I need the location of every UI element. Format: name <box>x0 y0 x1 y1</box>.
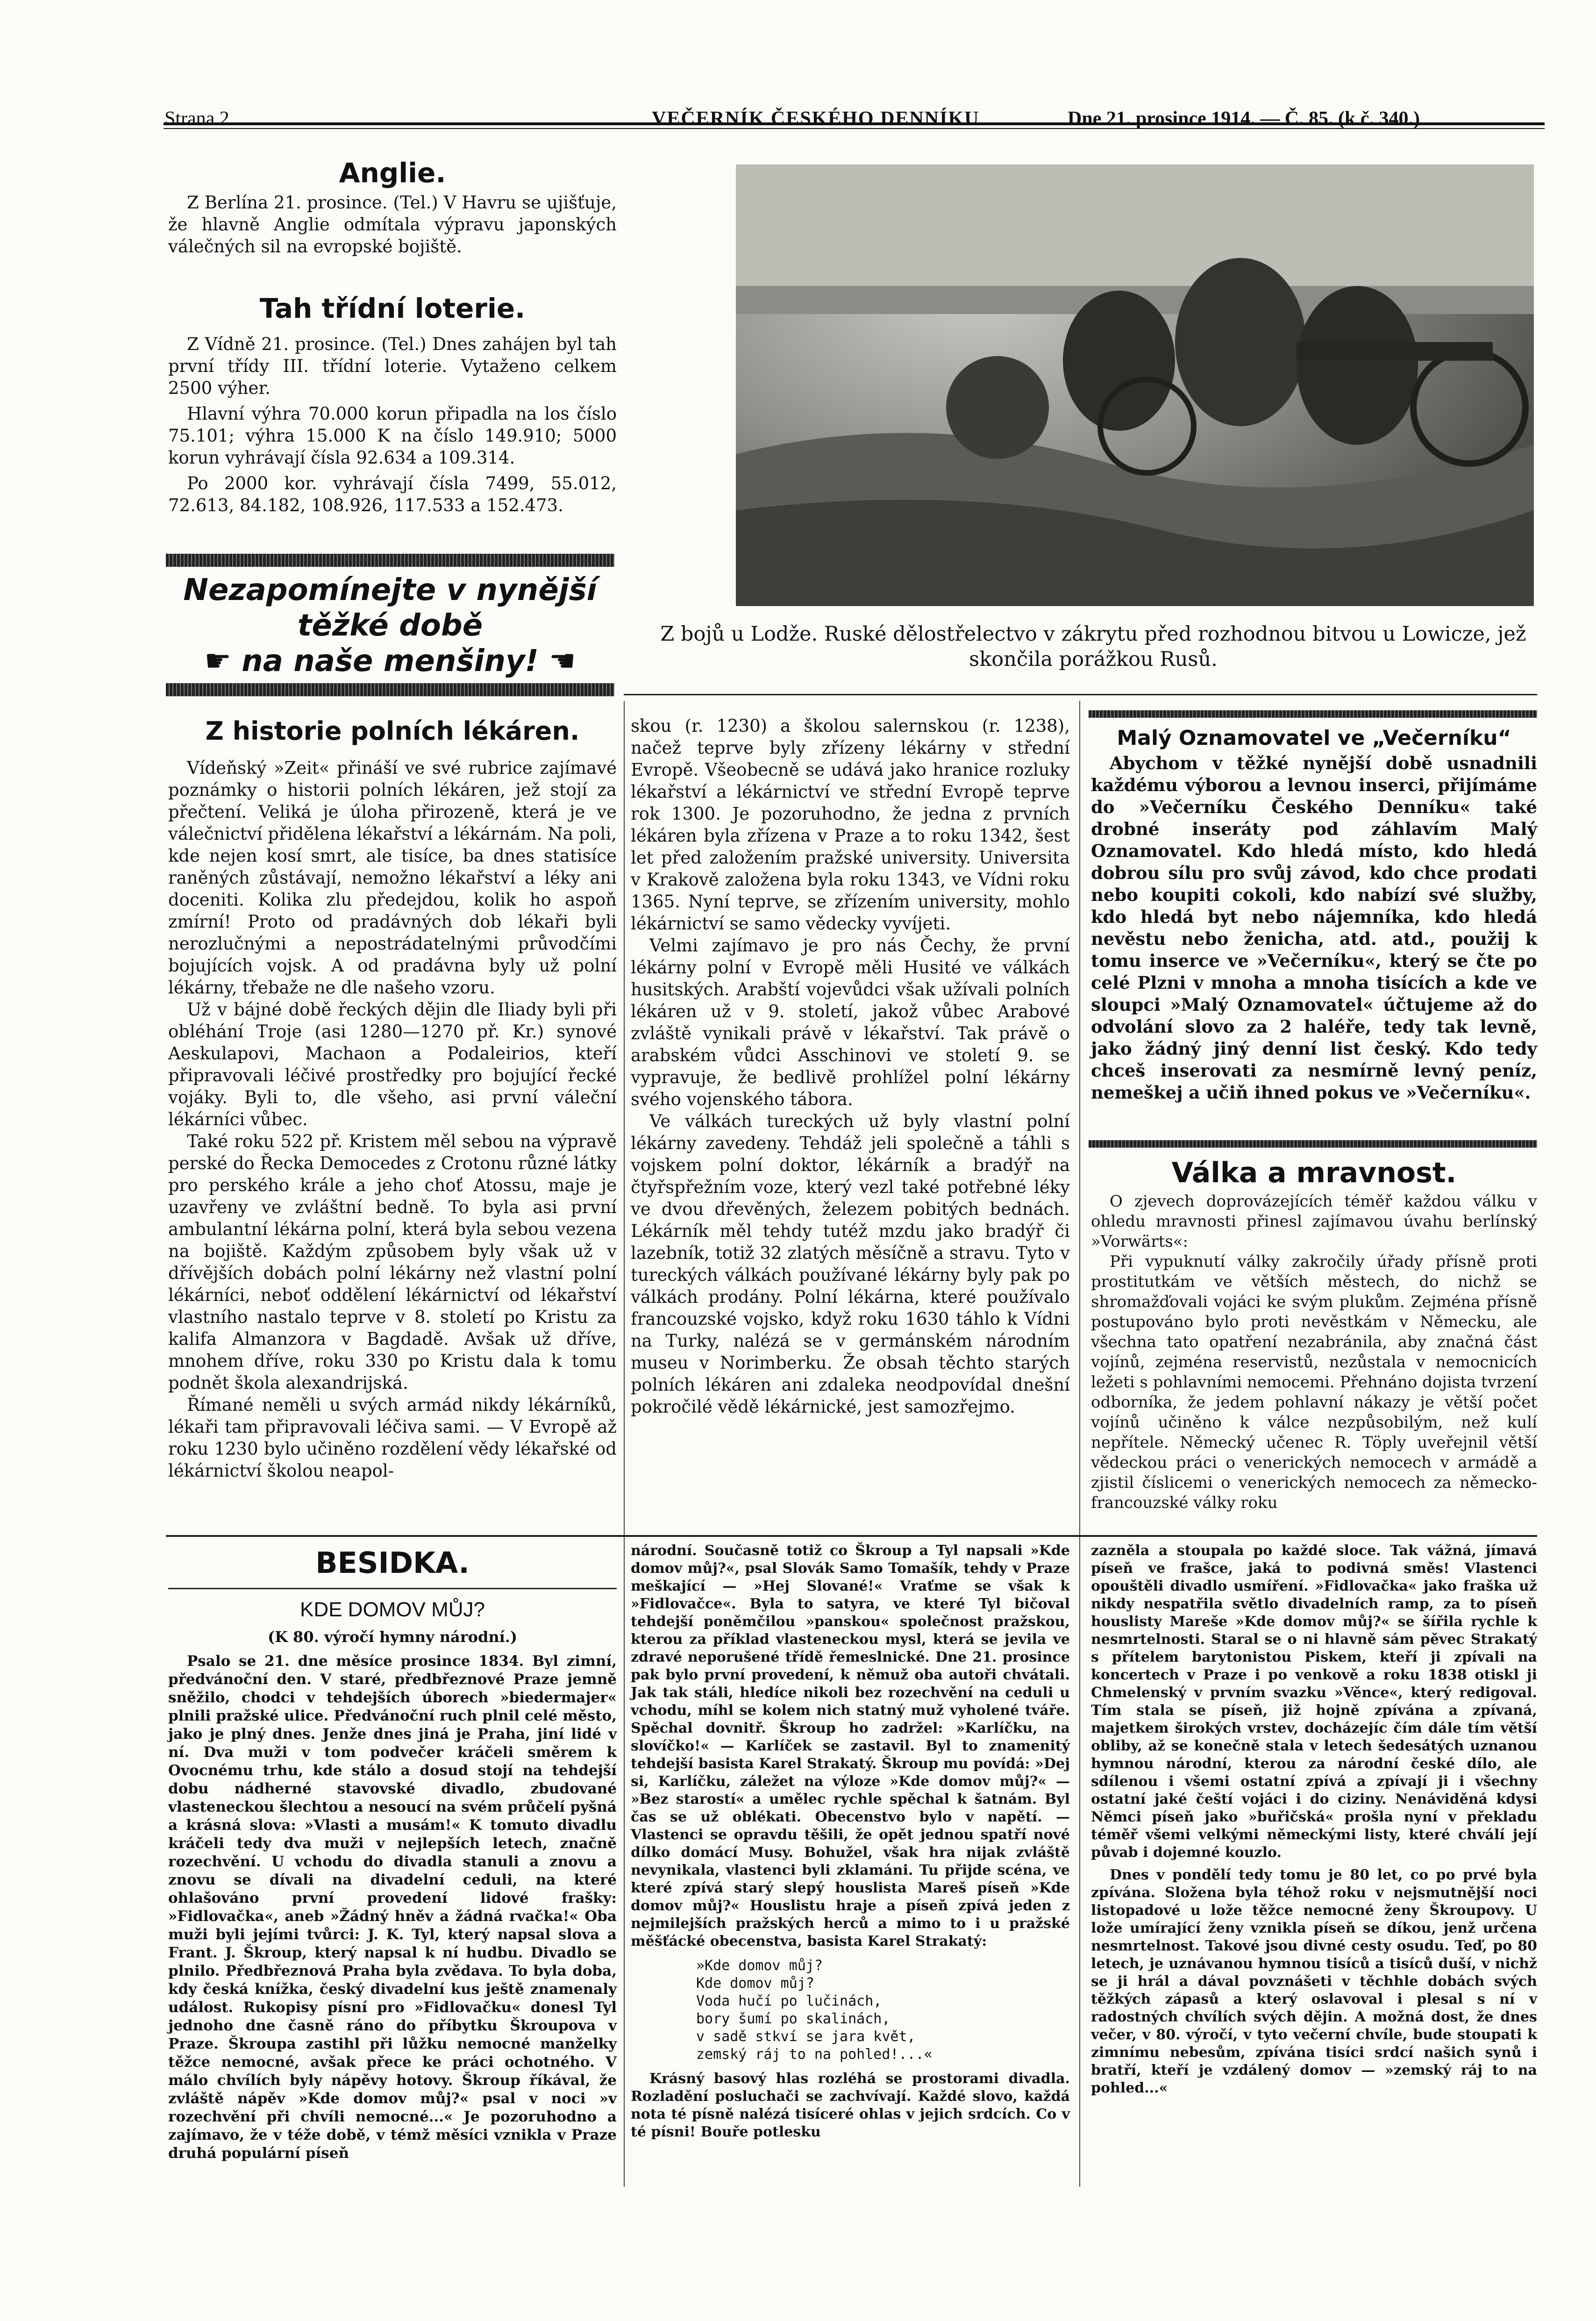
loterie-article <box>168 287 617 516</box>
anglie-text: Z Berlína 21. prosince. (Tel.) V Havru se ujišťuje, že hlavně Anglie odmítala výpravu japonských válečných sil na evropské bojiště. <box>168 193 617 257</box>
appeal-box <box>166 572 614 679</box>
historie-p2: Už v bájné době řeckých dějin dle Iliady byli při obléhání Troje (asi 1280—1270 př. Kr.) synové Aeskulapovi, Machaon a Podaleirios, kteří připravovali léčivé prostředky pro bojující řecké vojáky. Byli to, dle všeho, asi první váleční lékárníci vůbec. <box>168 1000 617 1129</box>
poem-line: Voda hučí po lučinách, <box>696 1993 882 2009</box>
besidka-c2b: Krásný basový hlas rozléhá se prostorami divadla. Rozladění posluchači se zachvívají. Každé slovo, každá nota té písně nalézá tisíceré ohlas v jejich srdcích. Co v té písni! Bouře potlesku <box>631 2071 1070 2140</box>
besidka-c3b: Dnes v pondělí tedy tomu je 80 let, co po prvé byla zpívána. Složena byla téhož roku v nejsmutnější noci listopadové u lože těžce nemocné ženy Škroupovy. U lože umírající ženy vznikla píseň se díkou, jenž určena nesmrtelnost. Takové jsou divné cesty osudu. Teď, po 80 letech, je uznávanou hymnou tisíců a tisíců duší, v nichž se ji hrál a dával povznášeti v těchhle dobách svých těžkých zápasů a který oslavoval i plesal s ní v radostných chvílích svých dějin. A možná dost, že dnes večer, v 80. výročí, v tyto večerní chvíle, bude stoupati k zimnímu nebesům, zpívána tisíci srdcí našich synů i bratří, kteří je vzdálený domov — »zemský ráj to na pohled...« <box>1091 1867 1537 2096</box>
appeal-bottom-rule <box>166 683 614 696</box>
valka-p2: Při vypuknutí války zakročily úřady přísně proti prostitutkám ve větších městech, do nichž se shromažďovali vojáci ke svým plukům. Zejména přísně postupováno bylo proti nevěstkám v Německu, ale všechna tato opatření nezabránila, aby značná část vojínů, zejména reservistů, nezůstala v nemocnicích ležeti s pohlavními nemocemi. Přehnáno dojista tvrzení odborníka, že jedem pohlavní nákazy je větší počet vojínů učiněno k válce nezpůsobilým, než kulí nepřítele. Německý učenec R. Töply uveřejnil větší vědeckou práci o venerických nemocech v armádě a zjistil číslicemi o venerických nemocech za německo-francouzské války roku <box>1091 1252 1537 1512</box>
loterie-p2: Hlavní výhra 70.000 korun připadla na los číslo 75.101; výhra 15.000 K na číslo 149.910; 5000 korun vyhrávají čísla 92.634 a 109.314. <box>168 404 617 468</box>
besidka-c2a: národní. Současně totiž co Škroup a Tyl napsali »Kde domov můj?«, psal Slovák Samo Tomašík, tehdy v Praze meškající — »Hej Slované!« Vraťme se však k »Fidlovačce«. Byla to satyra, ve které Tyl bičoval tehdejší poněmčilou »panskou« společnost pražskou, kterou za příklad vlasteneckou mysl, která se jevila ve zdravé neporušené třídě řemeslnické. Dne 21. prosince pak bylo první provedení, k němuž oba autoři chvátali. Jak tak stáli, hledíce nikoli bez rozechvění na ceduli u vchodu, míhl se kolem nich statný muž vyholené tváře. Spěchal dovnitř. Škroup ho zadržel: »Karlíčku, na slovíčko!« — Karlíček se zastavil. Byl to znamenitý tehdejší basista Karel Strakatý. Škroup mu povídá: »Dej si, Karlíčku, záležet na výloze »Kde domov můj?« — »Bez starostí« a umělec rychle spěchal k šatnám. Byl čas se už oblékati. Obecenstvo bylo v napětí. — Vlastenci se opravdu těšili, že opět jednou spatří nové dílko domácí Musy. Bohužel, však hra nijak zvláště nevynikala, vlastenci byli zklamáni. Tu přijde scéna, ve které zpívá starý slepý houslista Mareš píseň »Kde domov můj?« Houslistu hraje a píseň zpívá jeden z nejmilejších pražských herců a mimo to i u pražské měšťácké obecenstva, basista Karel Strakatý: <box>631 1543 1070 1950</box>
historie-title: Z historie polních lékáren. <box>205 716 580 746</box>
header-rule <box>164 122 1545 125</box>
historie-c2p2: Velmi zajímavo je pro nás Čechy, že první lékárny polní v Evropě měli Husité ve válkách husitských. Arabští vojevůdci však užívali polních lékáren už v 9. století, jakož vůbec Arabové zvláště vynikali právě v lékařství. Tak právě o arabském vůdci Asschinovi ve století 9. se vypravuje, že bedlivě prohlížel polní lékárny svého vojenského tábora. <box>631 936 1070 1109</box>
historie-p3: Také roku 522 př. Kristem měl sebou na výpravě perské do Řecka Democedes z Crotonu různé látky pro perského krále a jeho choť Atossu, maje je uzavřeny ve zvláštní bedně. To byla asi první ambulantní lékárna polní, která byla sebou vezena na bojiště. Každým způsobem byly však už v dřívějších dobách polní lékárny než vlastní polní lékárníci, neboť oddělení lékárnictví od lékařství vlastního nastalo teprve v 8. století po Kristu za kalifa Almanzora v Bagdadě. Avšak už dříve, mnohem dříve, roku 330 po Kristu dala k tomu podnět škola alexandrijská. <box>168 1131 617 1393</box>
besidka-col3 <box>1091 1542 1537 2097</box>
besidka-note: (K 80. výročí hymny národní.) <box>267 1628 518 1646</box>
historie-c2p3: Ve válkách tureckých už byly vlastní polní lékárny zavedeny. Tehdáž jeli společně a táhli s vojskem polní doktor, lékárník a bradýř na čtyřspřežním voze, který vezl také potřebné léky ve dvou dřevěných, železem pobitých bednách. Lékárník měl tehdy tutéž mzdu jako bradýř či lazebník, totiž 32 zlatých měsíčně a stravu. Tyto v tureckých válkách používané lékárny byly pak po válkách prodány. Polní lékárna, které používalo francouzské vojsko, když roku 1630 táhlo k Vídni na Turky, nalézá se v germánském národním museu v Norimberku. Že obsah těchto starých polních lékáren ani zdaleka neodpovídal dnešní pokročilé vědě lékárnické, jest samozřejmo. <box>631 1111 1070 1417</box>
column-divider-1 <box>624 701 625 1544</box>
appeal-line3-row <box>166 643 614 679</box>
besidka-c1: Psalo se 21. dne měsíce prosince 1834. Byl zimní, předvánoční den. V staré, předbřeznové Praze jemně sněžilo, chodci v tehdejších úborech »biedermajer« plnili pražské ulice. Předvánoční ruch plnil celé město, jako je plný dnes. Jenže dnes jiná je Praha, jiní lidé v ní. Dva muži v tom podvečer kráčeli směrem k Ovocnému trhu, kde stálo a dosud stojí na tehdejší dobu nádherné stavovské divadlo, zbudované vlasteneckou šlechtou a nesoucí na svém průčelí pyšná a krásná slova: »Vlasti a musám!« K tomuto divadlu kráčeli tedy dva muži v nejlepších letech, značně rozechvění. U vchodu do divadla stanuli a znovu a znovu se dívali na divadelní ceduli, na které ohlašováno první provedení lidové frašky: »Fidlovačka«, aneb »Žádný hněv a žádná rvačka!« Oba muži byli jejími tvůrci: J. K. Tyl, který napsal slova a Frant. J. Škroup, který napsal k ní hudbu. Divadlo se plnilo. Předbřeznová Praha byla zvědava. To byla doba, kdy česká knížka, český divadelní kus ještě znamenaly událost. Rukopisy písní pro »Fidlovačku« donesl Tyl jednoho dne časně ráno do příbytku Škroupova v Praze. Škroupa zastihl při lůžku nemocné manželky těžce nemocné, avšak přece ke práci ochotného. V málo chvílích byly nápěvy hotovy. Škroup říkával, že zvláště nápěv »Kde domov můj?« psal v noci »v rozechvění při chvíli nemocné...« Je pozoruhodno a zajímavo, že v téže době, v témž měsíci vznikla v Praze druhá populární píseň <box>168 1653 617 2162</box>
oznamovatel-bottom-rule <box>1089 1140 1537 1148</box>
poem-line: Kde domov můj? <box>696 1975 814 1992</box>
photo-caption: Z bojů u Lodže. Ruské dělostřelectvo v zákrytu před rozhodnou bitvou u Lowicze, jež skončila porážkou Rusů. <box>660 622 1526 671</box>
valka-article <box>1091 1154 1537 1513</box>
historie-c2p1: skou (r. 1230) a školou salernskou (r. 1238), načež teprve byly zřízeny lékárny v střední Evropě. Všeobecně se udává jako hranice rozluky lékařství a lékárnictví ve střední Evropě teprve rok 1300. Je pozoruhodno, že jedna z prvních lékáren byla zřízena v Praze a to roku 1342, šest let před založením pražské university. Universita v Krakově založena byla roku 1343, ve Vídni roku 1365. Nyní teprve, se zřízením university, mohlo lékárnictví se samo vědecky vyvíjeti. <box>631 716 1070 934</box>
besidka-c3: zazněla a stoupala po každé sloce. Tak vážná, jímavá píseň ve frašce, jaká to podivná směs! Vlastenci opouštěli divadlo usmíření. »Fidlovačka« jako fraška už nikdy nespatřila světlo divadelních ramp, za to píseň houslisty Mareše »Kde domov můj?« se šířila rychle k nesmrtelnosti. Staral se o ni hlavně sám pěvec Strakatý s přítelem barytonistou Piskem, kteří ji zpívali na koncertech v Praze i po venkově a roku 1838 otiskl ji Chmelenský v prvním svazku »Věnce«, který redigoval. Tím stala se píseň, již hojně zpívána a zpívaná, majetkem širokých vrstev, docházejíc čím dále tím větší obliby, až se konečně stala v letech šedesátých uznanou hymnou národní, kterou za národní české dílo, ale sdílenou i všemi ostatní zpívá a zpívají ji i všechny ostatní jaké čeští vojáci i do ciziny. Nenáviděná kdysi Němci píseň jako »buřičská« prošla nyní v překladu téměř všemi velkými německými listy, které chválí její půvab i dojemné kouzlo. <box>1091 1543 1537 1861</box>
besidka-subtitle: KDE DOMOV MŮJ? <box>299 1598 485 1621</box>
oznamovatel-article <box>1091 724 1537 1104</box>
historie-col2 <box>631 715 1070 1418</box>
oznamovatel-text: Abychom v těžké nynější době usnadnili každému výborou a levnou inserci, přijímáme do »Večerníku Českého Denníku« také drobné inseráty pod záhlavím Malý Oznamovatel. Kdo hledá místo, kdo hledá dobrou sílu pro svůj závod, kdo chce prodati nebo koupiti cokoli, kdo nabízí své služby, kdo hledá byt nebo nájemníka, kdo hledá nevěstu nebo ženicha, atd. atd., použij k tomu inserce ve »Večerníku«, který se čte po celé Plzni v mnoha a mnoha tisících a kde ve sloupci »Malý Oznamovatel« účtujeme až do odvolání slovo za 2 haléře, tedy tak levně, jako žádný jiný denní list český. Kdo tedy chceš inserovati za nesmírně levný peníz, nemeškej a učiň ihned pokus ve »Večerníku«. <box>1091 753 1537 1103</box>
appeal-line2: těžké době <box>297 608 483 643</box>
loterie-title: Tah třídní loterie. <box>259 293 526 324</box>
valka-p1: O zjevech doprovázejících téměř každou válku v ohledu mravnosti přinesl zajímavou úvahu berlínský »Vorwärts«: <box>1091 1192 1537 1251</box>
besidka-col1 <box>168 1542 617 2163</box>
section-rule-top <box>624 694 1537 695</box>
besidka-poem <box>631 1957 1070 2064</box>
newspaper-title: VEČERNÍK ČESKÉHO DENNÍKU <box>652 108 980 129</box>
anglie-title: Anglie. <box>339 157 446 189</box>
page-number: Strana 2. <box>164 108 235 129</box>
poem-line: bory šumí po skalinách, <box>696 2011 891 2027</box>
poem-line: v sadě stkví se jara květ, <box>696 2028 916 2045</box>
valka-title: Válka a mravnost. <box>1171 1157 1457 1189</box>
historie-p1: Vídeňský »Zeit« přináší ve své rubrice zajímavé poznámky o historii polních lékáren, jež stojí za přečtení. Veliká je úloha přirozeně, která je ve válečnictví přidělena lékařství a lékárnám. Na poli, kde nejen kosí smrt, ale tisíce, ba dnes statisíce raněných zůstávají, nemožno lékařství a léky ani doceniti. Kolika zlu předejdou, kolik ho aspoň zmírní! Proto od pradávných dob lékaři byli nerozlučnými a nepostrádatelnými průvodčími bojujících vojsk. A od pradávna byly už polní lékárny, třebaže ne dle našeho vzoru. <box>168 758 617 998</box>
appeal-line3: na naše menšiny! <box>242 644 539 678</box>
pointing-hand-icon: ☛ <box>204 644 231 678</box>
oznamovatel-title: Malý Oznamovatel ve „Večerníku“ <box>1117 726 1511 750</box>
poem-line: »Kde domov můj? <box>696 1957 823 1974</box>
pointing-hand-left-icon: ☚ <box>549 644 576 678</box>
artillery-illustration <box>736 164 1534 606</box>
anglie-article <box>168 154 617 257</box>
appeal-top-rule <box>166 554 614 567</box>
poem-line: zemský ráj to na pohled!...« <box>696 2046 933 2063</box>
column-divider-3 <box>624 1542 625 2187</box>
loterie-p1: Z Vídně 21. prosince. (Tel.) Dnes zahájen byl tah první třídy III. třídní loterie. Vytaženo celkem 2500 výher. <box>168 334 617 398</box>
historie-col1 <box>168 715 617 1482</box>
battle-photo <box>736 164 1534 606</box>
besidka-rule <box>168 1588 617 1589</box>
besidka-title: BESIDKA. <box>315 1546 470 1580</box>
column-divider-2 <box>1079 701 1080 2187</box>
appeal-line1: Nezapomínejte v nynější <box>183 573 597 607</box>
loterie-p3: Po 2000 kor. vyhrávají čísla 7499, 55.012, 72.613, 84.182, 108.926, 117.533 a 152.473. <box>168 473 617 515</box>
oznamovatel-top-rule <box>1089 710 1537 718</box>
issue-date: Dne 21. prosince 1914. — Č. 85. (k č. 340.) <box>1068 108 1420 129</box>
header-rule-thin <box>164 128 1545 129</box>
historie-p4: Římané neměli u svých armád nikdy lékárníků, lékaři tam připravovali léčiva sami. — V Evropě až roku 1230 bylo učiněno rozdělení vědy lékařské od lékárnictví školou neapol- <box>168 1395 617 1481</box>
besidka-col2 <box>631 1542 1070 2141</box>
section-rule-besidka <box>166 1535 1537 1537</box>
